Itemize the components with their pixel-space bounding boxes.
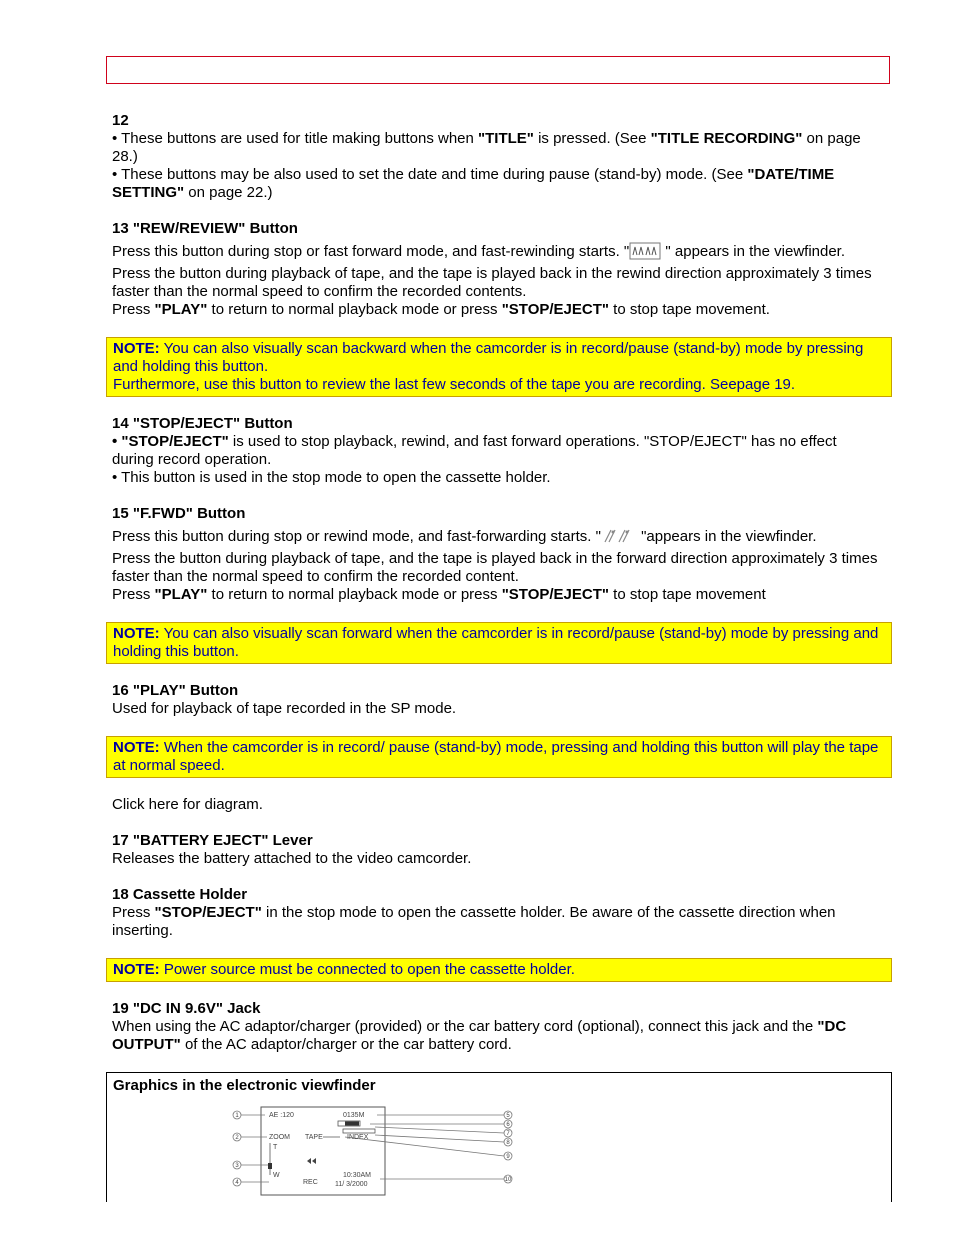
section-heading: 12	[112, 112, 129, 129]
index-box-icon	[343, 1129, 375, 1133]
zoom-wide-label: W	[273, 1172, 280, 1179]
section-12	[112, 112, 882, 202]
section-heading: 14 "STOP/EJECT" Button	[112, 415, 293, 432]
diagram-link-row	[112, 796, 882, 814]
callout-2: 2	[235, 1135, 239, 1141]
text: on page 22.)	[184, 184, 273, 201]
paragraph	[112, 904, 882, 940]
paragraph: Press the button during playback of tape, and the tape is played back in the rewind direction approximately 3 times faster than the normal speed to confirm the recorded contents.	[112, 265, 872, 300]
callout-7: 7	[506, 1131, 510, 1137]
section-15	[112, 505, 882, 604]
callout-3: 3	[235, 1163, 239, 1169]
text-bold: "STOP/EJECT"	[154, 904, 262, 921]
text-bold: "STOP/EJECT"	[501, 301, 609, 318]
text-bold: "DC OUTPUT"	[112, 1018, 847, 1053]
diagram-link[interactable]: Click here for diagram.	[112, 796, 263, 813]
note-box	[106, 958, 892, 982]
text-bold: "TITLE"	[478, 130, 534, 147]
note-text	[113, 625, 885, 661]
ae-readout: AE :120	[269, 1112, 294, 1119]
text: • These buttons may be also used to set the date and time during pause (stand-by) mode. (See	[112, 166, 748, 183]
callout-10: 10	[504, 1177, 512, 1183]
rewind-indicator-icon	[629, 242, 661, 265]
paragraph: • This button is used in the stop mode to open the cassette holder.	[112, 469, 551, 486]
viewfinder-graphics-panel	[106, 1072, 892, 1202]
text-bold: "STOP/EJECT"	[501, 586, 609, 603]
note-box	[106, 622, 892, 664]
text: Press	[112, 586, 155, 603]
header-frame	[106, 56, 890, 84]
battery-level-icon	[345, 1122, 359, 1126]
paragraph	[112, 130, 882, 166]
text: " appears in the viewfinder.	[661, 243, 846, 260]
section-18	[112, 886, 882, 940]
text: is pressed. (See	[533, 130, 651, 147]
clock-date: 11/ 3/2000	[335, 1181, 368, 1188]
document-body	[112, 112, 882, 1202]
text: "appears in the viewfinder.	[636, 528, 817, 545]
text: Press this button during stop or rewind mode, and fast-forwarding starts. "	[112, 528, 601, 545]
text: on page 28.)	[112, 130, 861, 165]
section-17	[112, 832, 882, 868]
note-text	[113, 961, 885, 979]
text: Power source must be connected to open the cassette holder.	[159, 961, 575, 978]
paragraph	[112, 586, 882, 604]
callout-5: 5	[506, 1113, 510, 1119]
note-label: NOTE:	[113, 961, 160, 978]
section-heading: 13 "REW/REVIEW" Button	[112, 220, 298, 237]
tape-counter: 0135M	[343, 1112, 365, 1119]
paragraph	[112, 433, 882, 469]
note-text	[113, 739, 885, 775]
note-label: NOTE:	[113, 625, 160, 642]
index-label: INDEX	[347, 1134, 369, 1141]
fast-forward-indicator-icon	[601, 527, 637, 550]
section-heading: 18 Cassette Holder	[112, 886, 248, 903]
text: Press this button during stop or fast forward mode, and fast-rewinding starts. "	[112, 243, 630, 260]
paragraph	[112, 1018, 882, 1054]
text: Press	[112, 301, 155, 318]
paragraph	[112, 166, 882, 202]
note-box	[106, 736, 892, 778]
text: Press	[112, 904, 155, 921]
text: to return to normal playback mode or press	[207, 586, 502, 603]
paragraph	[112, 301, 882, 319]
section-13	[112, 220, 882, 319]
paragraph: Releases the battery attached to the video camcorder.	[112, 850, 472, 867]
panel-title: Graphics in the electronic viewfinder	[113, 1077, 376, 1094]
viewfinder-diagram	[225, 1105, 545, 1201]
text-bold: "PLAY"	[154, 586, 208, 603]
text: of the AC adaptor/charger or the car battery cord.	[180, 1036, 512, 1053]
rewind-arrows-icon	[307, 1158, 316, 1164]
callout-4: 4	[235, 1180, 239, 1186]
paragraph: Press the button during playback of tape, and the tape is played back in the forward direction approximately 3 times faster than the normal speed to confirm the recorded content.	[112, 550, 878, 585]
callout-9: 9	[506, 1154, 510, 1160]
paragraph: Used for playback of tape recorded in the SP mode.	[112, 700, 457, 717]
text: to stop tape movement	[609, 586, 766, 603]
paragraph	[112, 242, 882, 265]
callout-6: 6	[506, 1122, 510, 1128]
callout-1: 1	[235, 1113, 239, 1119]
clock-time: 10:30AM	[343, 1172, 372, 1179]
text: to return to normal playback mode or press	[207, 301, 502, 318]
text: • These buttons are used for title making buttons when	[112, 130, 479, 147]
text-bold: "PLAY"	[154, 301, 208, 318]
section-16	[112, 682, 882, 718]
note-text: Furthermore, use this button to review the last few seconds of the tape you are recording. Seepage 19.	[113, 376, 796, 393]
callout-8: 8	[506, 1140, 510, 1146]
section-19	[112, 1000, 882, 1054]
text: to stop tape movement.	[609, 301, 770, 318]
text: is used to stop playback, rewind, and fast forward operations. "STOP/EJECT" has no effect during record operation.	[112, 433, 837, 468]
text: When the camcorder is in record/ pause (stand-by) mode, pressing and holding this button will play the tape at normal speed.	[113, 739, 879, 774]
zoom-position-icon	[268, 1163, 272, 1169]
text: in the stop mode to open the cassette holder. Be aware of the cassette direction when inserting.	[112, 904, 836, 939]
rec-label: REC	[303, 1179, 318, 1186]
section-heading: 19 "DC IN 9.6V" Jack	[112, 1000, 261, 1017]
note-box	[106, 337, 892, 397]
zoom-tele-label: T	[273, 1144, 278, 1151]
text: When using the AC adaptor/charger (provided) or the car battery cord (optional), connect this jack and the	[112, 1018, 818, 1035]
zoom-label: ZOOM	[269, 1134, 290, 1141]
text-bold: • "STOP/EJECT"	[112, 433, 229, 450]
note-label: NOTE:	[113, 340, 160, 357]
section-heading: 16 "PLAY" Button	[112, 682, 239, 699]
section-heading: 17 "BATTERY EJECT" Lever	[112, 832, 313, 849]
text-bold: "DATE/TIME SETTING"	[112, 166, 835, 201]
paragraph	[112, 527, 882, 550]
note-text	[113, 340, 885, 376]
section-heading: 15 "F.FWD" Button	[112, 505, 246, 522]
text: You can also visually scan backward when the camcorder is in record/pause (stand-by) mode by pressing and holding this button.	[113, 340, 864, 375]
section-14	[112, 415, 882, 487]
text-bold: "TITLE RECORDING"	[650, 130, 803, 147]
text: You can also visually scan forward when the camcorder is in record/pause (stand-by) mode by pressing and holding this button.	[113, 625, 879, 660]
tape-label: TAPE	[305, 1134, 323, 1141]
note-label: NOTE:	[113, 739, 160, 756]
